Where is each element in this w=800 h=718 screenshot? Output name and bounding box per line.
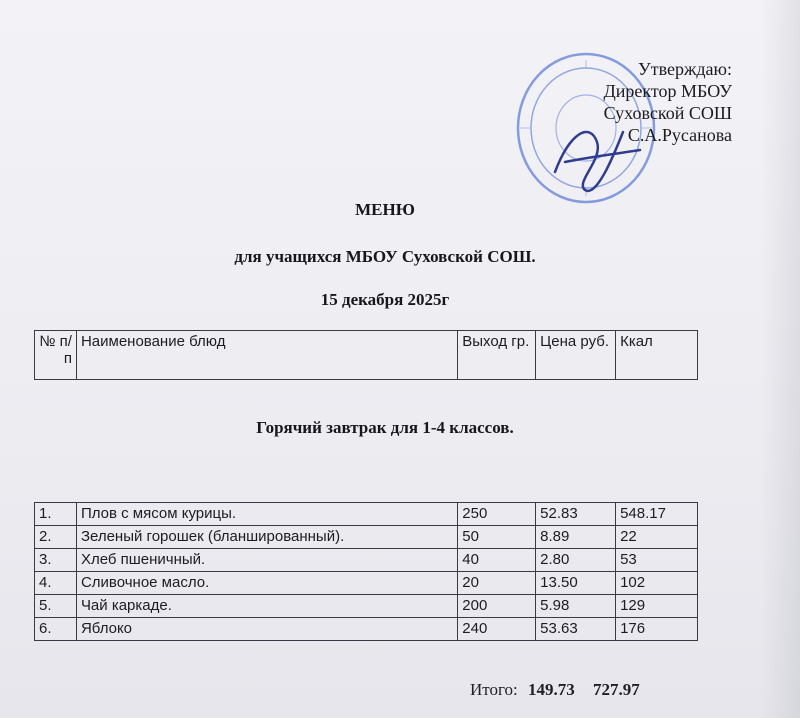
- header-row: [35, 331, 698, 380]
- item-price: 2.80: [536, 549, 616, 572]
- approval-position: Директор МБОУ: [603, 81, 732, 101]
- header-yield: Выход гр.: [458, 331, 536, 380]
- item-kcal: 129: [616, 595, 698, 618]
- menu-title: МЕНЮ: [355, 200, 415, 219]
- item-name: Чай каркаде.: [76, 595, 457, 618]
- item-kcal: 176: [616, 618, 698, 641]
- approval-block: [604, 58, 733, 146]
- item-kcal: 53: [616, 549, 698, 572]
- total-price: 149.73: [528, 680, 575, 699]
- item-number: 5.: [35, 595, 77, 618]
- item-name: Яблоко: [76, 618, 457, 641]
- table-row: [35, 618, 698, 641]
- item-kcal: 548.17: [616, 503, 698, 526]
- item-number: 6.: [35, 618, 77, 641]
- table-row: [35, 572, 698, 595]
- total-line: [470, 680, 640, 700]
- item-name: Плов с мясом курицы.: [76, 503, 457, 526]
- item-name: Сливочное масло.: [76, 572, 457, 595]
- item-yield: 50: [458, 526, 536, 549]
- total-kcal: 727.97: [593, 680, 640, 699]
- item-price: 53.63: [536, 618, 616, 641]
- item-yield: 20: [458, 572, 536, 595]
- approval-school: Суховской СОШ: [603, 103, 732, 123]
- item-price: 8.89: [536, 526, 616, 549]
- item-name: Зеленый горошек (бланшированный).: [76, 526, 457, 549]
- section-title: Горячий завтрак для 1-4 классов.: [256, 418, 514, 437]
- header-kcal: Ккал: [616, 331, 698, 380]
- approval-director-name: С.А.Русанова: [627, 125, 732, 145]
- item-price: 5.98: [536, 595, 616, 618]
- total-label: Итого:: [470, 680, 518, 699]
- item-yield: 200: [458, 595, 536, 618]
- item-number: 3.: [35, 549, 77, 572]
- item-price: 52.83: [536, 503, 616, 526]
- menu-date: 15 декабря 2025г: [320, 290, 450, 309]
- table-row: [35, 503, 698, 526]
- header-dish-name: Наименование блюд: [76, 331, 457, 380]
- item-kcal: 22: [616, 526, 698, 549]
- table-row: [35, 549, 698, 572]
- header-price: Цена руб.: [536, 331, 616, 380]
- item-yield: 40: [458, 549, 536, 572]
- menu-header-table: [34, 330, 698, 380]
- table-row: [35, 595, 698, 618]
- item-yield: 250: [458, 503, 536, 526]
- item-name: Хлеб пшеничный.: [76, 549, 457, 572]
- header-number: № п/п: [35, 331, 77, 380]
- page-fold-shadow: [760, 0, 800, 718]
- item-number: 2.: [35, 526, 77, 549]
- table-row: [35, 526, 698, 549]
- menu-subtitle: для учащихся МБОУ Суховской СОШ.: [234, 247, 536, 266]
- item-kcal: 102: [616, 572, 698, 595]
- menu-items-table: [34, 502, 698, 641]
- item-price: 13.50: [536, 572, 616, 595]
- item-number: 4.: [35, 572, 77, 595]
- item-yield: 240: [458, 618, 536, 641]
- approval-line: Утверждаю:: [637, 59, 732, 79]
- item-number: 1.: [35, 503, 77, 526]
